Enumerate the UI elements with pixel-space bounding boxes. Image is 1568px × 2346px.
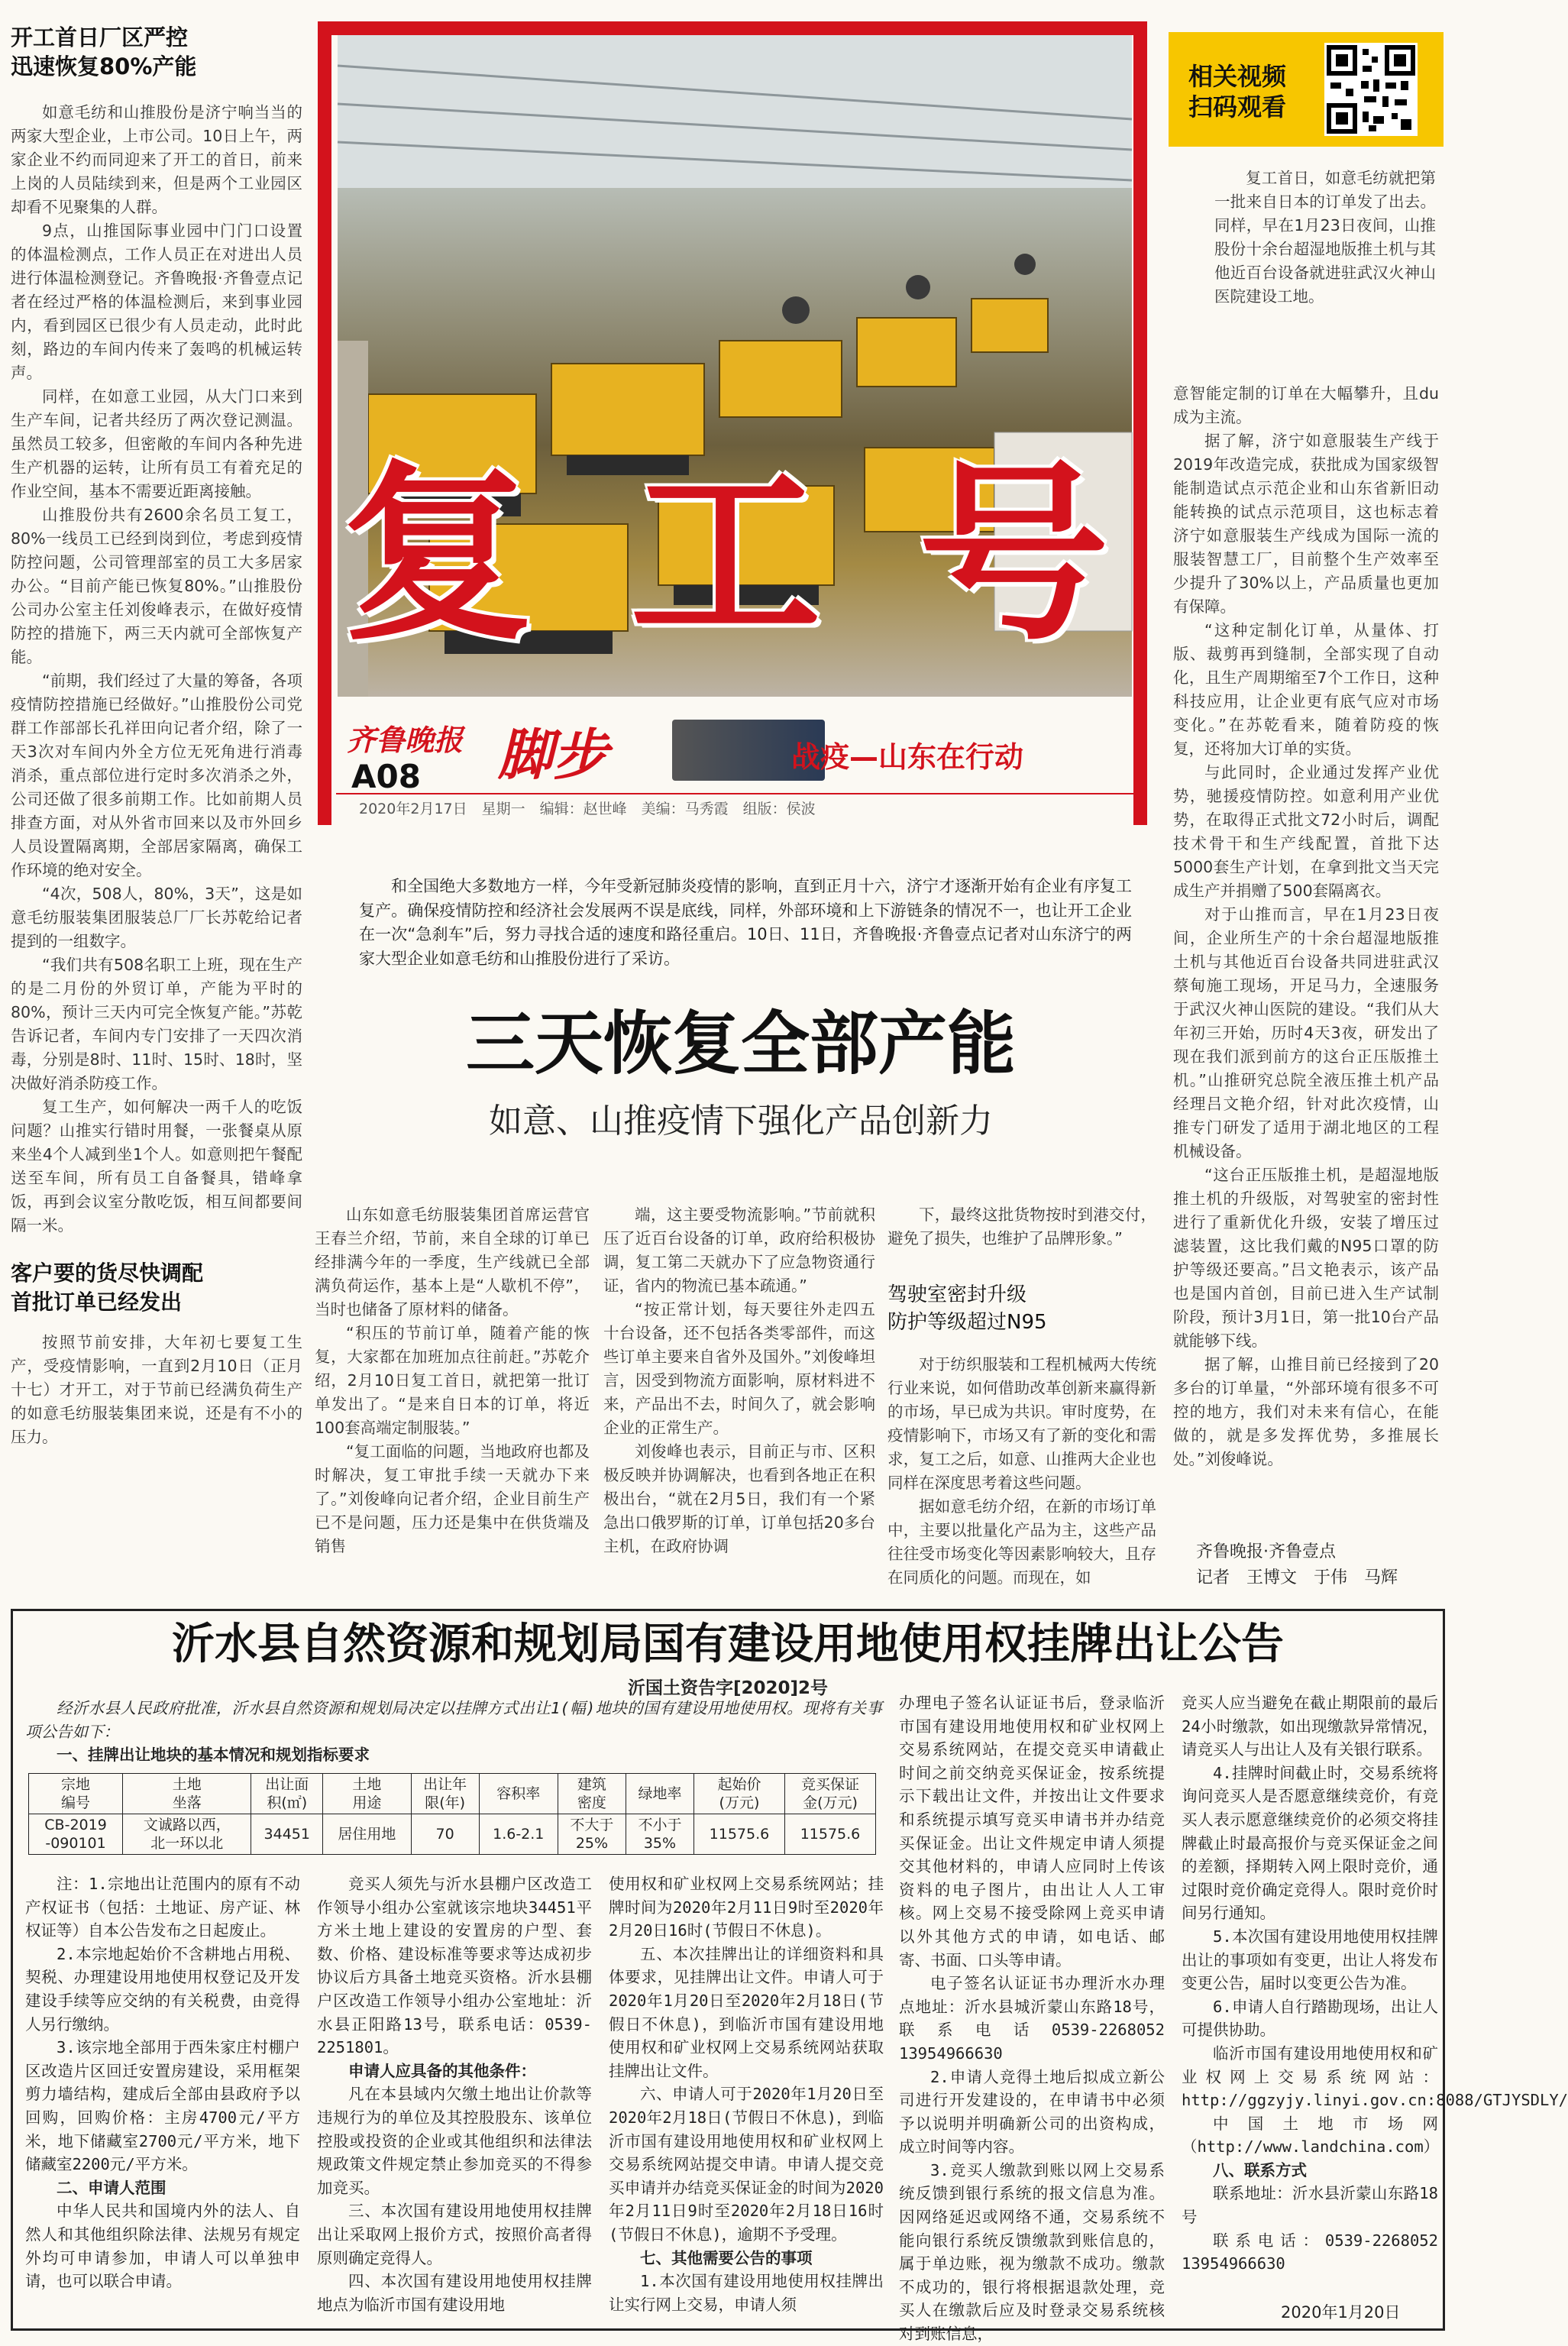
paragraph: 对于山推而言，早在1月23日夜间，企业所生产的十余台超湿地版推土机与其他近百台设备共同进驻武汉蔡甸施工现场，开足马力，全速服务于武汉火神山医院的建设。“我们从大年初三开始，历时4天3夜，研发出了现在我们派到前方的这台正压版推土机。”山推研究总院全液压推土机产品经理吕文艳介绍，针对此次疫情，山推专门研发了适用于湖北地区的工程机械设备。 bbox=[1173, 905, 1439, 1160]
paragraph: “我们共有508名职工上班，现在生产的是二月份的外贸订单，产能为平时的80%，预计三天内可完全恢复产能。”苏乾告诉记者，车间内专门安排了一天四次消毒，分别是8时、11时、15时、18时，坚决做好消杀防疫工作。 bbox=[11, 956, 302, 1092]
notice-heading: 申请人应具备的其他条件： bbox=[348, 2061, 536, 2080]
land-table-row bbox=[29, 1814, 876, 1855]
notice-paragraph: 联系电话：0539-2268052 13954966630 bbox=[1182, 2231, 1454, 2273]
middle-column-3-body bbox=[887, 1353, 1156, 1590]
issue-info: 2020年2月17日 星期一 编辑：赵世峰 美编：马秀霞 组版：侯波 bbox=[359, 801, 816, 817]
middle-column-1 bbox=[315, 1203, 590, 1558]
table-cell: 文诚路以西， 北一环以北 bbox=[123, 1814, 251, 1855]
table-header-cell: 宗地 编号 bbox=[29, 1774, 123, 1814]
table-cell: 34451 bbox=[251, 1814, 323, 1855]
notice-column-2 bbox=[317, 1872, 592, 2316]
masthead-rule bbox=[336, 793, 1133, 794]
notice-title: 沂水县自然资源和规划局国有建设用地使用权挂牌出让公告 bbox=[172, 1620, 1284, 1669]
paragraph: 如意毛纺和山推股份是济宁响当当的两家大型企业，上市公司。10日上午，两家企业不约而同迎来了开工的首日，前来上岗的人员陆续到来，但是两个工业园区却看不见聚集的人群。 bbox=[11, 103, 302, 216]
notice-paragraph: 4.挂牌时间截止时，交易系统将询问竞买人是否愿意继续竞价，有竞买人表示愿意继续竞价的必须交将挂牌截止时最高报价与竞买保证金之间的差额，择期转入网上限时竞价，通过限时竞价确定竞得人。限时竞价时间另行通知。 bbox=[1182, 1763, 1438, 1923]
middle-column-3-top bbox=[887, 1203, 1156, 1251]
paragraph: 同样，在如意工业园，从大门口来到生产车间，记者共经历了两次登记测温。虽然员工较多，但密敞的车间内各种先进生产机器的运转，让所有员工有着充足的作业空间，基本不需要近距离接触。 bbox=[11, 387, 302, 500]
notice-column-3 bbox=[609, 1872, 884, 2316]
lead-paragraph bbox=[359, 875, 1132, 971]
paper-name: 齐鲁晚报 bbox=[347, 723, 464, 757]
paragraph: 山推股份共有2600余名员工复工，80%一线员工已经到岗到位，考虑到疫情防控问题，公司管理部室的员工大多居家办公。“目前产能已恢复80%。”山推股份公司办公室主任刘俊峰表示，在做好疫情防控的措施下，两三天内就可全部恢复产能。 bbox=[11, 506, 302, 666]
land-table-header bbox=[29, 1774, 876, 1814]
notice-date: 2020年1月20日 bbox=[1281, 2303, 1401, 2322]
notice-column-5 bbox=[1182, 1691, 1568, 2276]
middle-column-3-subhead: 驾驶室密封升级 防护等级超过N95 bbox=[887, 1283, 1047, 1334]
video-box bbox=[1169, 32, 1444, 147]
notice-section-1: 一、挂牌出让地块的基本情况和规划指标要求 bbox=[57, 1746, 370, 1765]
table-cell: 70 bbox=[411, 1814, 479, 1855]
middle-column-3 bbox=[887, 1203, 1156, 1590]
right-story bbox=[1173, 382, 1439, 1471]
story-subhead: 客户要的货尽快调配 首批订单已经发出 bbox=[11, 1260, 204, 1315]
paragraph: 刘俊峰也表示，目前正与市、区积极反映并协调解决，也看到各地正在积极出台，“就在2月5日，我们有一个紧急出口俄罗斯的订单，订单包括20多台主机，在政府协调 bbox=[603, 1442, 875, 1555]
table-cell: 1.6-2.1 bbox=[479, 1814, 558, 1855]
table-header-cell: 土地 坐落 bbox=[123, 1774, 251, 1814]
notice-intro bbox=[25, 1697, 882, 1767]
table-cell: 居住用地 bbox=[323, 1814, 411, 1855]
paragraph: “4次，508人，80%，3天”，这是如意毛纺服装集团服装总厂厂长苏乾给记者提到的一组数字。 bbox=[11, 885, 302, 950]
notice-heading: 七、其他需要公告的事项 bbox=[640, 2248, 813, 2267]
notice-paragraph: 办理电子签名认证证书后，登录临沂市国有建设用地使用权和矿业权网上交易系统网站，在提交竞买申请截止时间之前交纳竞买保证金，按系统提示下载出让文件，并按出让文件要求和系统提示填写竞买申请书并办结竞买保证金。出让文件规定申请人须提交其他材料的，申请人应同时上传该资料的电子图片，由出让人人工审核。网上交易不接受除网上竞买申请以外其他方式的申请，如电话、邮寄、书面、口头等申请。 bbox=[899, 1694, 1165, 1969]
paragraph: 按照节前安排，大年初七要复工生产，受疫情影响，一直到2月10日（正月十七）才开工，对于节前已经满负荷生产的如意毛纺服装集团来说，还是有不小的压力。 bbox=[11, 1333, 302, 1446]
notice-paragraph: 3.该宗地全部用于西朱家庄村棚户区改造片区回迁安置房建设，采用框架剪力墙结构，建成后全部由县政府予以回购，回购价格：主房4700元/平方米，地下储藏室2700元/平方米，地下储藏室2200元/平方米。 bbox=[25, 2038, 300, 2174]
notice-paragraph: 6.申请人自行踏勘现场，出让人可提供协助。 bbox=[1182, 1997, 1438, 2040]
notice-paragraph[interactable]: 中国土地市场网（http://www.landchina.com） bbox=[1182, 2114, 1440, 2157]
story-headline: 开工首日厂区严控 迅速恢复80%产能 bbox=[11, 24, 197, 79]
table-header-cell: 竞买保证 金(万元) bbox=[784, 1774, 875, 1814]
notice-paragraph: 五、本次挂牌出让的详细资料和具体要求，见挂牌出让文件。申请人可于2020年1月20日至2020年2月18日(节假日不休息)，到临沂市国有建设用地使用权和矿业权网上交易系统网站获取挂牌出让文件。 bbox=[609, 1944, 884, 2080]
story-body-2 bbox=[11, 1331, 302, 1449]
slogan: 战疫—山东在行动 bbox=[791, 740, 1024, 774]
notice-paragraph: 电子签名认证证书办理沂水办理点地址：沂水县城沂蒙山东路18号，联系电话0539-2268052 13954966630 bbox=[899, 1974, 1181, 2063]
notice-heading: 二、申请人范围 bbox=[57, 2178, 166, 2197]
middle-column-2 bbox=[603, 1203, 875, 1558]
notice-paragraph: 2.本宗地起始价不含耕地占用税、契税、办理建设用地使用权登记及开发建设手续等应交纳的有关税费，由竞得人另行缴纳。 bbox=[25, 1944, 300, 2034]
byline: 齐鲁晚报·齐鲁壹点 记者 王博文 于伟 马辉 bbox=[1196, 1542, 1398, 1587]
paragraph: “复工面临的问题，当地政府也都及时解决，复工审批手续一天就办下来了。”刘俊峰向记者介绍，企业目前生产已不是问题，压力还是集中在供货端及销售 bbox=[315, 1442, 590, 1555]
qr-code[interactable] bbox=[1324, 43, 1418, 136]
land-table bbox=[28, 1773, 876, 1855]
notice-doc-number: 沂国土资告字[2020]2号 bbox=[627, 1678, 829, 1698]
paragraph: “按正常计划，每天要往外走四五十台设备，还不包括各类零部件，而这些订单主要来自省外及国外。”刘俊峰坦言，因受到物流方面影响，原材料进不来，产品出不去，时间久了，就会影响企业的正常生产。 bbox=[603, 1300, 875, 1437]
photo-caption-text: 复工首日，如意毛纺就把第一批来自日本的订单发了出去。同样，早在1月23日夜间，山推股份十余台超湿地版推土机与其他近百台设备就进驻武汉火神山医院建设工地。 bbox=[1214, 169, 1436, 306]
table-cell: 不小于 35% bbox=[626, 1814, 693, 1855]
top-left-story bbox=[11, 23, 302, 1449]
notice-heading: 八、联系方式 bbox=[1213, 2160, 1307, 2179]
notice-column-1 bbox=[25, 1872, 300, 2293]
sub-headline: 如意、山推疫情下强化产品创新力 bbox=[489, 1102, 993, 1141]
paragraph: “这种定制化订单，从量体、打版、裁剪再到缝制，全部实现了自动化，且生产周期缩至7个工作日，这种科技应用，让企业更有底气应对市场变化。”在苏乾看来，随着防疫的恢复，还将加大订单的实货。 bbox=[1173, 621, 1439, 758]
story-body bbox=[11, 101, 302, 1238]
qr-code-icon bbox=[1324, 43, 1418, 136]
notice-paragraph: 5.本次国有建设用地使用权挂牌出让的事项如有变更，出让人将发布变更公告，届时以变更公告为准。 bbox=[1182, 1927, 1438, 1993]
paragraph: 复工生产，如何解决一两千人的吃饭问题？山推实行错时用餐，一张餐桌从原来坐4个人减到坐1个人。如意则把午餐配送至车间，所有员工自备餐具，错峰拿饭，再到会议室分散吃饭，相互间都要间隔一米。 bbox=[11, 1098, 302, 1234]
notice-paragraph: 凡在本县域内欠缴土地出让价款等违规行为的单位及其控股股东、该单位控股或投资的企业或其他组织和法律法规政策文件规定禁止参加竞买的不得参加竞买。 bbox=[317, 2085, 592, 2197]
table-cell: 11575.6 bbox=[693, 1814, 784, 1855]
notice-paragraph: 联系地址：沂水县沂蒙山东路18号 bbox=[1182, 2184, 1438, 2227]
notice-paragraph: 中华人民共和国境内外的法人、自然人和其他组织除法律、法规另有规定外均可申请参加，申请人可以单独申请，也可以联合申请。 bbox=[25, 2202, 300, 2291]
paragraph: 山东如意毛纺服装集团首席运营官王春兰介绍，节前，来自全球的订单已经排满今年的一季度，生产线就已全部满负荷运作，基本上是“人歇机不停”，当时也储备了原材料的储备。 bbox=[315, 1205, 590, 1319]
notice-paragraph: 三、本次国有建设用地使用权挂牌出让采取网上报价方式，按照价高者得原则确定竞得人。 bbox=[317, 2202, 592, 2267]
lead-text: 和全国绝大多数地方一样，今年受新冠肺炎疫情的影响，直到正月十六，济宁才逐渐开始有企业有序复工复产。确保疫情防控和经济社会发展两不误是底线，同样，外部环境和上下游链条的情况不一，也让开工企业在一次“急刹车”后，努力寻找合适的速度和路径重启。10日、11日，齐鲁晚报·齐鲁壹点记者对山东济宁的两家大型企业如意毛纺和山推股份进行了采访。 bbox=[359, 877, 1132, 968]
table-cell: 11575.6 bbox=[784, 1814, 875, 1855]
notice-paragraph[interactable]: 临沂市国有建设用地使用权和矿业权网上交易系统网站：http://ggzyjy.linyi.gov.cn:8088/GTJYSDLY/ bbox=[1182, 2043, 1568, 2110]
table-cell: CB-2019 -090101 bbox=[29, 1814, 123, 1855]
paragraph: 对于纺织服装和工程机械两大传统行业来说，如何借助改革创新来赢得新的市场，早已成为共识。审时度势，在疫情影响下，市场又有了新的变化和需求，复工之后，如意、山推两大企业也同样在深度思考着这些问题。 bbox=[887, 1355, 1156, 1492]
main-headline: 三天恢复全部产能 bbox=[466, 1004, 1016, 1084]
notice-paragraph: 注：1.宗地出让范围内的原有不动产权证书（包括：土地证、房产证、林权证等）自本公告发布之日起废止。 bbox=[25, 1875, 300, 1940]
paragraph: 据了解，济宁如意服装生产线于2019年改造完成，获批成为国家级智能制造试点示范企业和山东省新旧动能转换的试点示范项目，这也标志着济宁如意服装生产线成为国际一流的服装智慧工厂，目前整个生产效率至少提升了30%以上，产品质量也更加有保障。 bbox=[1173, 432, 1439, 616]
notice-paragraph: 竞买人应当避免在截止期限前的最后24小时缴款，如出现缴款异常情况，请竞买人与出让人及有关银行联系。 bbox=[1182, 1694, 1438, 1759]
notice-paragraph: 使用权和矿业权网上交易系统网站；挂牌时间为2020年2月11日9时至2020年2月20日16时(节假日不休息)。 bbox=[609, 1875, 884, 1940]
notice-paragraph: 1.本次国有建设用地使用权挂牌出让实行网上交易，申请人须 bbox=[609, 2272, 884, 2314]
notice-paragraph: 3.竞买人缴款到账以网上交易系统反馈到银行系统的报文信息为准。因网络延迟或网络不通，交易系统不能向银行系统反馈缴款到账信息的，属于单边账，视为缴款不成功。缴款不成功的，银行将根据退款处理，竞买人在缴款后应及时登录交易系统核对到账信息， bbox=[899, 2160, 1165, 2344]
table-header-cell: 出让年 限(年) bbox=[411, 1774, 479, 1814]
notice-paragraph: 六、申请人可于2020年1月20日至2020年2月18日(节假日不休息)，到临沂市国有建设用地使用权和矿业权网上交易系统网站提交申请。申请人提交竞买申请并办结竞买保证金的时间为2020年2月11日9时至2020年2月18日16时(节假日不休息)，逾期不予受理。 bbox=[609, 2085, 884, 2244]
notice-paragraph: 竞买人须先与沂水县棚户区改造工作领导小组办公室就该宗地块34451平方米土地上建设的安置房的户型、套数、价格、建设标准等要求等达成初步协议后方具备土地竞买资格。沂水县棚户区改造工作领导小组办公室地址：沂水县正阳路13号，联系电话：0539-2251801。 bbox=[317, 1875, 592, 2057]
table-header-cell: 土地 用途 bbox=[323, 1774, 411, 1814]
paragraph: 据了解，山推目前已经接到了20多台的订单量，“外部环境有很多不可控的地方，我们对未来有信心，在能做的，就是多发挥优势，多推展长处。”刘俊峰说。 bbox=[1173, 1355, 1439, 1468]
table-header-cell: 绿地率 bbox=[626, 1774, 693, 1814]
paragraph: “前期，我们经过了大量的筹备，各项疫情防控措施已经做好。”山推股份公司党群工作部部长孔祥田向记者介绍，除了一天3次对车间内外全方位无死角进行消毒消杀，重点部位进行定时多次消杀之外，公司还做了很多前期工作。比如前期人员排查方面，对从外省市回来以及市外回乡人员设置隔离期，全部居家隔离，确保工作环境的绝对安全。 bbox=[11, 671, 302, 879]
paragraph: 端，这主要受物流影响。”节前就积压了近百台设备的订单，政府给积极协调，复工第二天就办下了应急物资通行证，省内的物流已基本疏通。” bbox=[603, 1205, 875, 1295]
notice-paragraph: 四、本次国有建设用地使用权挂牌地点为临沂市国有建设用地 bbox=[317, 2272, 592, 2314]
notice-column-4 bbox=[899, 1691, 1181, 2346]
big-title: 复 工 号 bbox=[341, 442, 1125, 666]
paragraph: 据如意毛纺介绍，在新的市场订单中，主要以批量化产品为主，这些产品往往受市场变化等因素影响较大，且存在同质化的问题。而现在，如 bbox=[887, 1497, 1156, 1587]
paragraph: 与此同时，企业通过发挥产业优势，驰援疫情防控。如意利用产业优势，在取得正式批文72小时后，调配技术骨干和生产线配置，首批下达5000套生产计划，在拿到批文当天完成生产并捐赠了500套隔离衣。 bbox=[1173, 763, 1439, 900]
notice-paragraph: 2.申请人竞得土地后拟成立新公司进行开发建设的，在申请书中必须予以说明并明确新公司的出资构成，成立时间等内容。 bbox=[899, 2067, 1165, 2157]
table-header-cell: 建筑 密度 bbox=[558, 1774, 626, 1814]
page-number: A08 bbox=[351, 758, 421, 795]
photo-caption bbox=[1214, 167, 1436, 309]
column-name: 脚步 bbox=[498, 722, 609, 787]
table-header-cell: 起始价 (万元) bbox=[693, 1774, 784, 1814]
video-box-text: 相关视频 扫码观看 bbox=[1188, 62, 1287, 121]
notice-frame bbox=[11, 1609, 1568, 2344]
paragraph: 9点，山推国际事业园中门门口设置的体温检测点，工作人员正在对进出人员进行体温检测登记。齐鲁晚报·齐鲁壹点记者在经过严格的体温检测后，来到事业园内，看到园区已很少有人员走动，此时此刻，路边的车间内传来了轰鸣的机械运转声。 bbox=[11, 222, 302, 382]
paragraph: 下，最终这批货物按时到港交付，避免了损失，也维护了品牌形象。” bbox=[887, 1205, 1156, 1247]
paragraph: 意智能定制的订单在大幅攀升，且du成为主流。 bbox=[1173, 384, 1439, 426]
notice-intro-text: 经沂水县人民政府批准，沂水县自然资源和规划局决定以挂牌方式出让1(幅)地块的国有建设用地使用权。现将有关事项公告如下： bbox=[25, 1699, 882, 1741]
paragraph: “这台正压版推土机，是超湿地版推土机的升级版，对驾驶室的密封性进行了重新优化升级，安装了增压过滤装置，这比我们戴的N95口罩的防护等级还要高。”吕文艳表示，该产品也是国内首创，目前已进入生产试制阶段，预计3月1日，第一批10台产品就能够下线。 bbox=[1173, 1166, 1439, 1350]
table-cell: 不大于 25% bbox=[558, 1814, 626, 1855]
table-header-cell: 出让面 积(㎡) bbox=[251, 1774, 323, 1814]
table-header-cell: 容积率 bbox=[479, 1774, 558, 1814]
paragraph: “积压的节前订单，随着产能的恢复，大家都在加班加点往前赶。”苏乾介绍，2月10日复工首日，就把第一批订单发出了。“是来自日本的订单，将近100套高端定制服装。” bbox=[315, 1324, 590, 1437]
masthead-strip bbox=[336, 710, 1133, 825]
